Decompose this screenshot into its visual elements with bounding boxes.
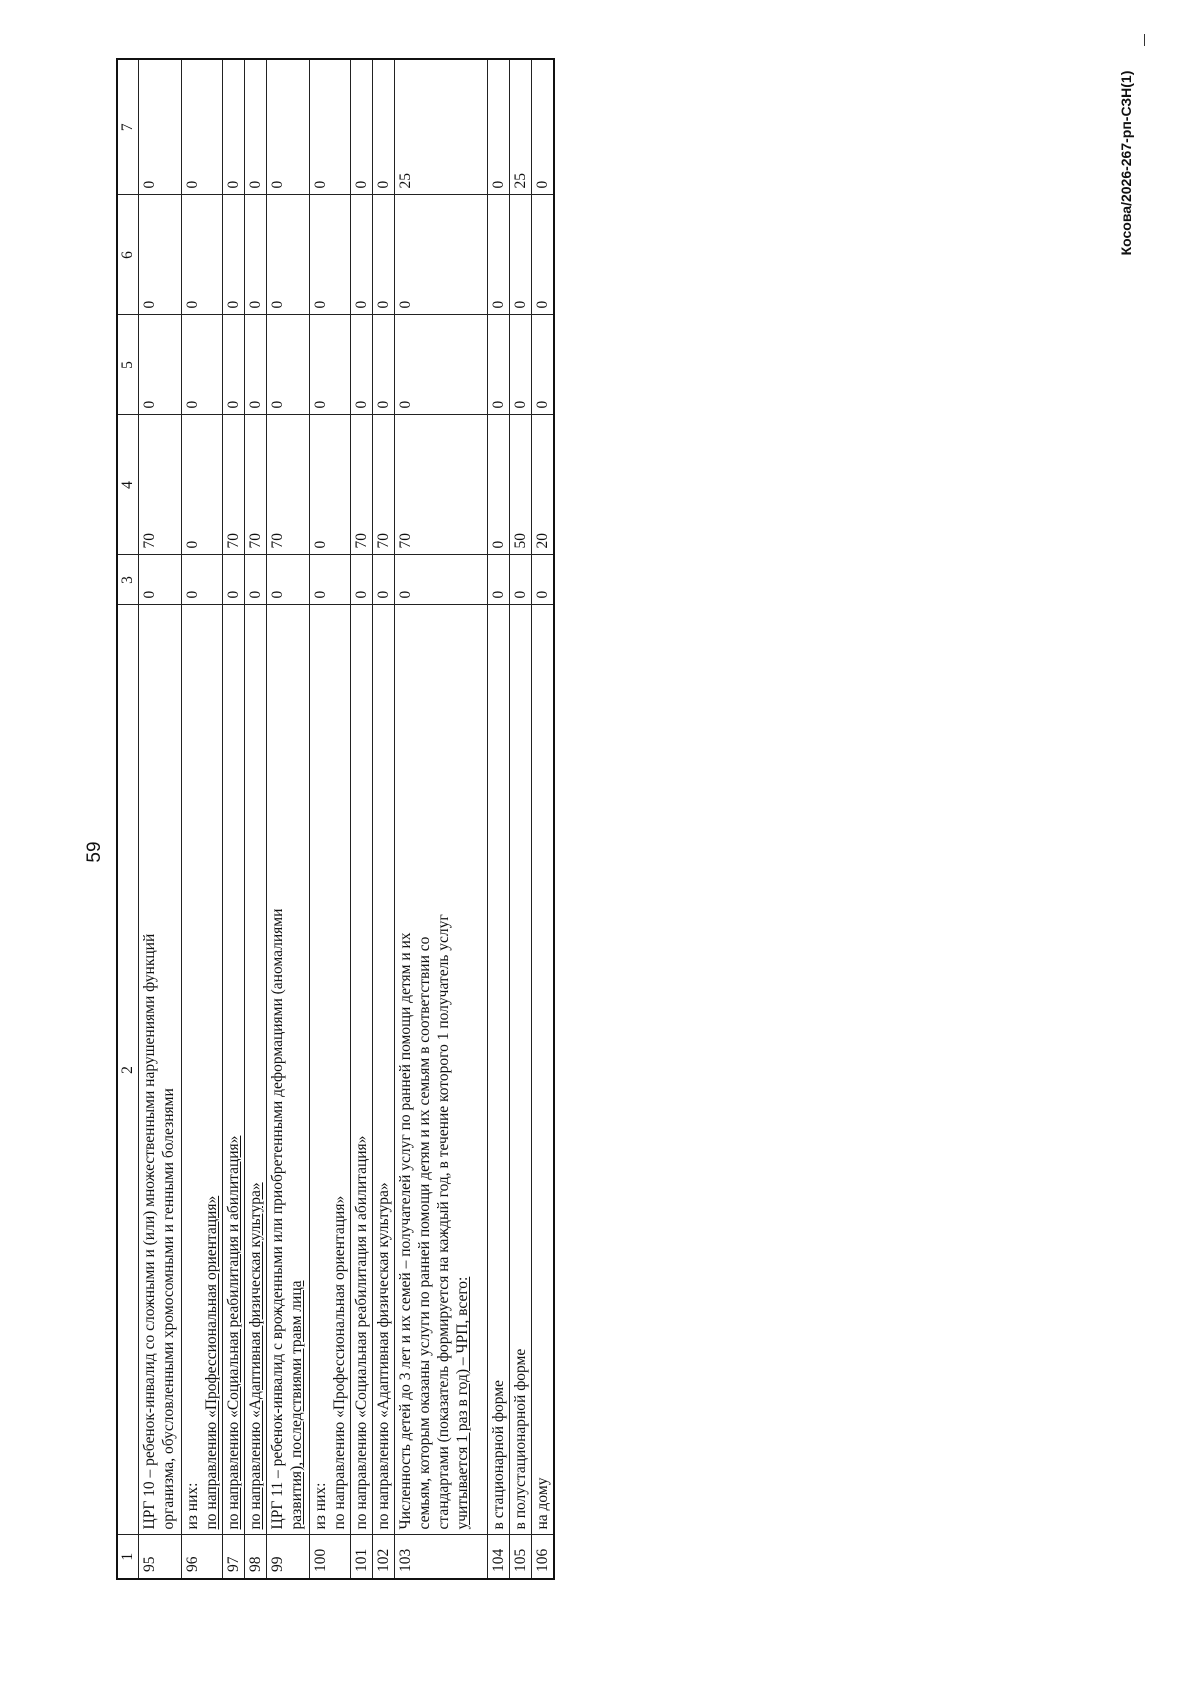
- value-col-7: 0: [351, 59, 373, 195]
- row-description: [310, 605, 351, 1535]
- table-row: [395, 59, 488, 1579]
- value-col-3: 0: [395, 555, 488, 605]
- row-number: 104: [488, 1535, 510, 1579]
- value-col-3: 0: [245, 555, 267, 605]
- value-col-4: 0: [310, 415, 351, 555]
- value-col-5: 0: [182, 315, 223, 415]
- header-col-2: 2: [117, 605, 139, 1535]
- description-line: по направлению «Социальная реабилитация и абилитация»: [225, 1135, 242, 1530]
- value-col-5: 0: [373, 315, 395, 415]
- row-number: 97: [223, 1535, 245, 1579]
- value-col-5: 0: [245, 315, 267, 415]
- description-line: на дому: [534, 1477, 551, 1530]
- value-col-6: 0: [395, 195, 488, 315]
- description-line: из них:: [184, 1482, 201, 1530]
- table-row: [139, 59, 182, 1579]
- value-col-5: 0: [351, 315, 373, 415]
- row-number: 105: [510, 1535, 532, 1579]
- row-number: 103: [395, 1535, 488, 1579]
- value-col-4: 70: [267, 415, 310, 555]
- table-row: [245, 59, 267, 1579]
- value-col-4: 70: [395, 415, 488, 555]
- row-number: 101: [351, 1535, 373, 1579]
- header-col-7: 7: [117, 59, 139, 195]
- row-number: 95: [139, 1535, 182, 1579]
- value-col-4: 70: [223, 415, 245, 555]
- value-col-3: 0: [182, 555, 223, 605]
- row-description: [532, 605, 555, 1535]
- value-col-6: 0: [310, 195, 351, 315]
- table-row: [351, 59, 373, 1579]
- row-description: [510, 605, 532, 1535]
- header-col-5: 5: [117, 315, 139, 415]
- value-col-6: 0: [373, 195, 395, 315]
- value-col-5: 0: [532, 315, 555, 415]
- header-col-4: 4: [117, 415, 139, 555]
- row-number: 106: [532, 1535, 555, 1579]
- value-col-6: 0: [510, 195, 532, 315]
- value-col-7: 0: [139, 59, 182, 195]
- description-line: учитывается 1 раз в год) – ЧРП, всего:: [454, 1276, 471, 1530]
- row-description: [182, 605, 223, 1535]
- table-row: [510, 59, 532, 1579]
- value-col-6: 0: [488, 195, 510, 315]
- row-description: [395, 605, 488, 1535]
- value-col-3: 0: [373, 555, 395, 605]
- margin-tick-mark: [1144, 34, 1145, 46]
- row-number: 98: [245, 1535, 267, 1579]
- row-description: [351, 605, 373, 1535]
- row-description: [488, 605, 510, 1535]
- row-number: 99: [267, 1535, 310, 1579]
- value-col-4: 0: [182, 415, 223, 555]
- value-col-7: 0: [488, 59, 510, 195]
- row-description: [139, 605, 182, 1535]
- table-row: [310, 59, 351, 1579]
- value-col-7: 0: [245, 59, 267, 195]
- value-col-6: 0: [182, 195, 223, 315]
- description-line: в полустационарной форме: [512, 1348, 529, 1530]
- value-col-6: 0: [139, 195, 182, 315]
- value-col-7: 25: [395, 59, 488, 195]
- description-line: Численность детей до 3 лет и их семей – получателей услуг по ранней помощи детям и их: [397, 932, 414, 1530]
- value-col-3: 0: [532, 555, 555, 605]
- header-col-3: 3: [117, 555, 139, 605]
- value-col-3: 0: [267, 555, 310, 605]
- table-row: [267, 59, 310, 1579]
- table-row: [223, 59, 245, 1579]
- row-description: [223, 605, 245, 1535]
- table-row: [488, 59, 510, 1579]
- report-table: [116, 58, 555, 1580]
- description-line: по направлению «Профессиональная ориентация»: [203, 1195, 220, 1530]
- value-col-4: 50: [510, 415, 532, 555]
- value-col-7: 0: [267, 59, 310, 195]
- value-col-5: 0: [488, 315, 510, 415]
- description-line: в стационарной форме: [490, 1380, 507, 1530]
- description-line: ЦРГ 11 – ребенок-инвалид с врожденными или приобретенными деформациями (аномалиями: [269, 908, 286, 1530]
- description-line: по направлению «Профессиональная ориентация»: [331, 1195, 348, 1530]
- value-col-6: 0: [223, 195, 245, 315]
- value-col-4: 70: [139, 415, 182, 555]
- row-number: 102: [373, 1535, 395, 1579]
- value-col-5: 0: [395, 315, 488, 415]
- table-row: [532, 59, 555, 1579]
- value-col-4: 20: [532, 415, 555, 555]
- page-number: 59: [84, 841, 105, 863]
- document-code: Косова/2026-267-рп-СЗН(1): [1118, 70, 1134, 256]
- value-col-5: 0: [139, 315, 182, 415]
- table-header-row: [117, 59, 139, 1579]
- value-col-3: 0: [488, 555, 510, 605]
- value-col-5: 0: [310, 315, 351, 415]
- value-col-7: 0: [373, 59, 395, 195]
- row-number: 96: [182, 1535, 223, 1579]
- value-col-6: 0: [267, 195, 310, 315]
- value-col-5: 0: [267, 315, 310, 415]
- value-col-5: 0: [510, 315, 532, 415]
- description-line: из них:: [312, 1482, 329, 1530]
- value-col-5: 0: [223, 315, 245, 415]
- value-col-7: 0: [532, 59, 555, 195]
- value-col-7: 0: [223, 59, 245, 195]
- value-col-4: 0: [488, 415, 510, 555]
- value-col-7: 0: [310, 59, 351, 195]
- table-row: [373, 59, 395, 1579]
- value-col-4: 70: [245, 415, 267, 555]
- description-line: организма, обусловленными хромосомными и генными болезнями: [160, 1088, 177, 1530]
- value-col-6: 0: [351, 195, 373, 315]
- row-description: [267, 605, 310, 1535]
- value-col-7: 0: [182, 59, 223, 195]
- value-col-7: 25: [510, 59, 532, 195]
- value-col-6: 0: [245, 195, 267, 315]
- row-description: [245, 605, 267, 1535]
- description-line: семьям, которым оказаны услуги по ранней помощи детям и их семьям в соответствии со: [416, 936, 433, 1530]
- table-row: [182, 59, 223, 1579]
- value-col-3: 0: [351, 555, 373, 605]
- value-col-3: 0: [139, 555, 182, 605]
- description-line: развития), последствиями травм лица: [288, 1280, 305, 1530]
- description-line: по направлению «Адаптивная физическая культура»: [247, 1182, 264, 1530]
- row-description: [373, 605, 395, 1535]
- description-line: ЦРГ 10 – ребенок-инвалид со сложными и (или) множественными нарушениями функций: [141, 933, 158, 1530]
- header-col-6: 6: [117, 195, 139, 315]
- row-number: 100: [310, 1535, 351, 1579]
- description-line: по направлению «Социальная реабилитация и абилитация»: [353, 1135, 370, 1530]
- value-col-3: 0: [223, 555, 245, 605]
- value-col-4: 70: [351, 415, 373, 555]
- description-line: стандартами (показатель формируется на каждый год, в течение которого 1 получатель услуг: [435, 914, 452, 1530]
- header-col-1: 1: [117, 1535, 139, 1579]
- value-col-4: 70: [373, 415, 395, 555]
- description-line: по направлению «Адаптивная физическая культура»: [375, 1182, 392, 1530]
- value-col-3: 0: [510, 555, 532, 605]
- value-col-6: 0: [532, 195, 555, 315]
- value-col-3: 0: [310, 555, 351, 605]
